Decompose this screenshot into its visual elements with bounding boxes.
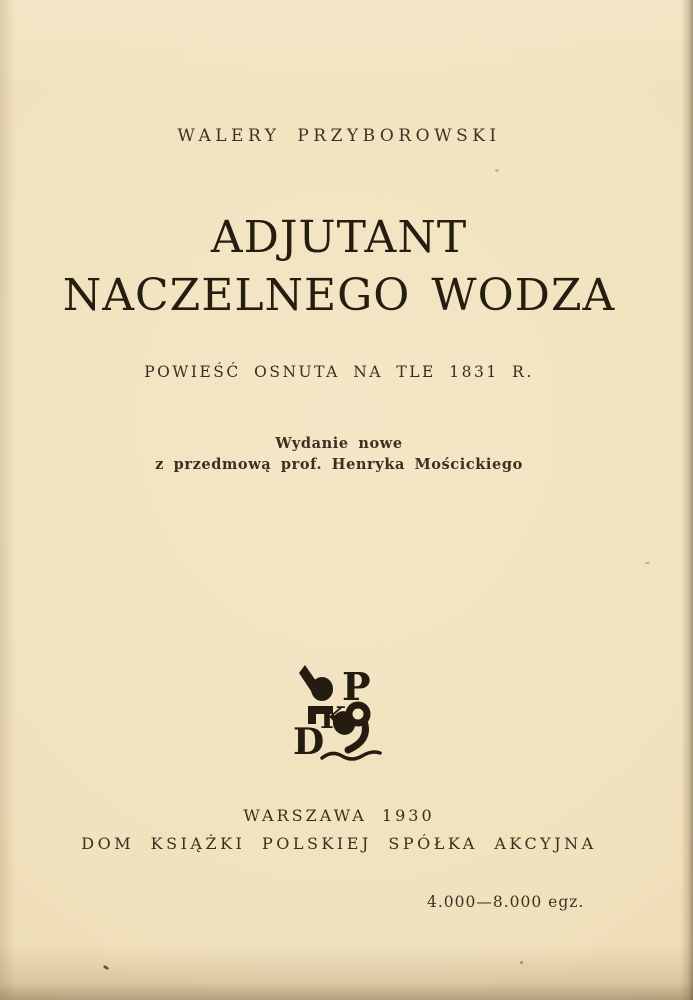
- edition-note: [0, 433, 678, 475]
- author-name: WALERY PRZYBOROWSKI: [177, 126, 501, 146]
- book-title: [0, 209, 678, 325]
- wave-icon: [322, 752, 380, 759]
- print-run-note: 4.000—8.000 egz.: [427, 893, 585, 911]
- logo-letter-k: K: [320, 701, 347, 736]
- logo-letter-d: D: [293, 721, 325, 763]
- edition-note-line1: Wydanie nowe: [275, 435, 403, 452]
- mermaid-head: [311, 677, 333, 701]
- book-title-line1: ADJUTANT: [210, 212, 468, 263]
- paper-speck: [103, 965, 110, 971]
- dkp-mermaid-publisher-mark-icon: [292, 661, 386, 767]
- paper-speck: [495, 169, 499, 172]
- book-title-line2: NACZELNEGO WODZA: [62, 270, 616, 321]
- publisher-logo: [292, 661, 386, 767]
- imprint-publisher: DOM KSIĄŻKI POLSKIEJ SPÓŁKA AKCYJNA: [81, 834, 597, 853]
- logo-letter-p: P: [342, 664, 371, 709]
- edition-note-line2: z przedmową prof. Henryka Mościckiego: [155, 456, 523, 473]
- paper-speck: [645, 562, 650, 564]
- paper-speck: [520, 961, 523, 964]
- book-subtitle: POWIEŚĆ OSNUTA NA TLE 1831 R.: [144, 363, 534, 381]
- imprint-city-year: WARSZAWA 1930: [243, 806, 435, 825]
